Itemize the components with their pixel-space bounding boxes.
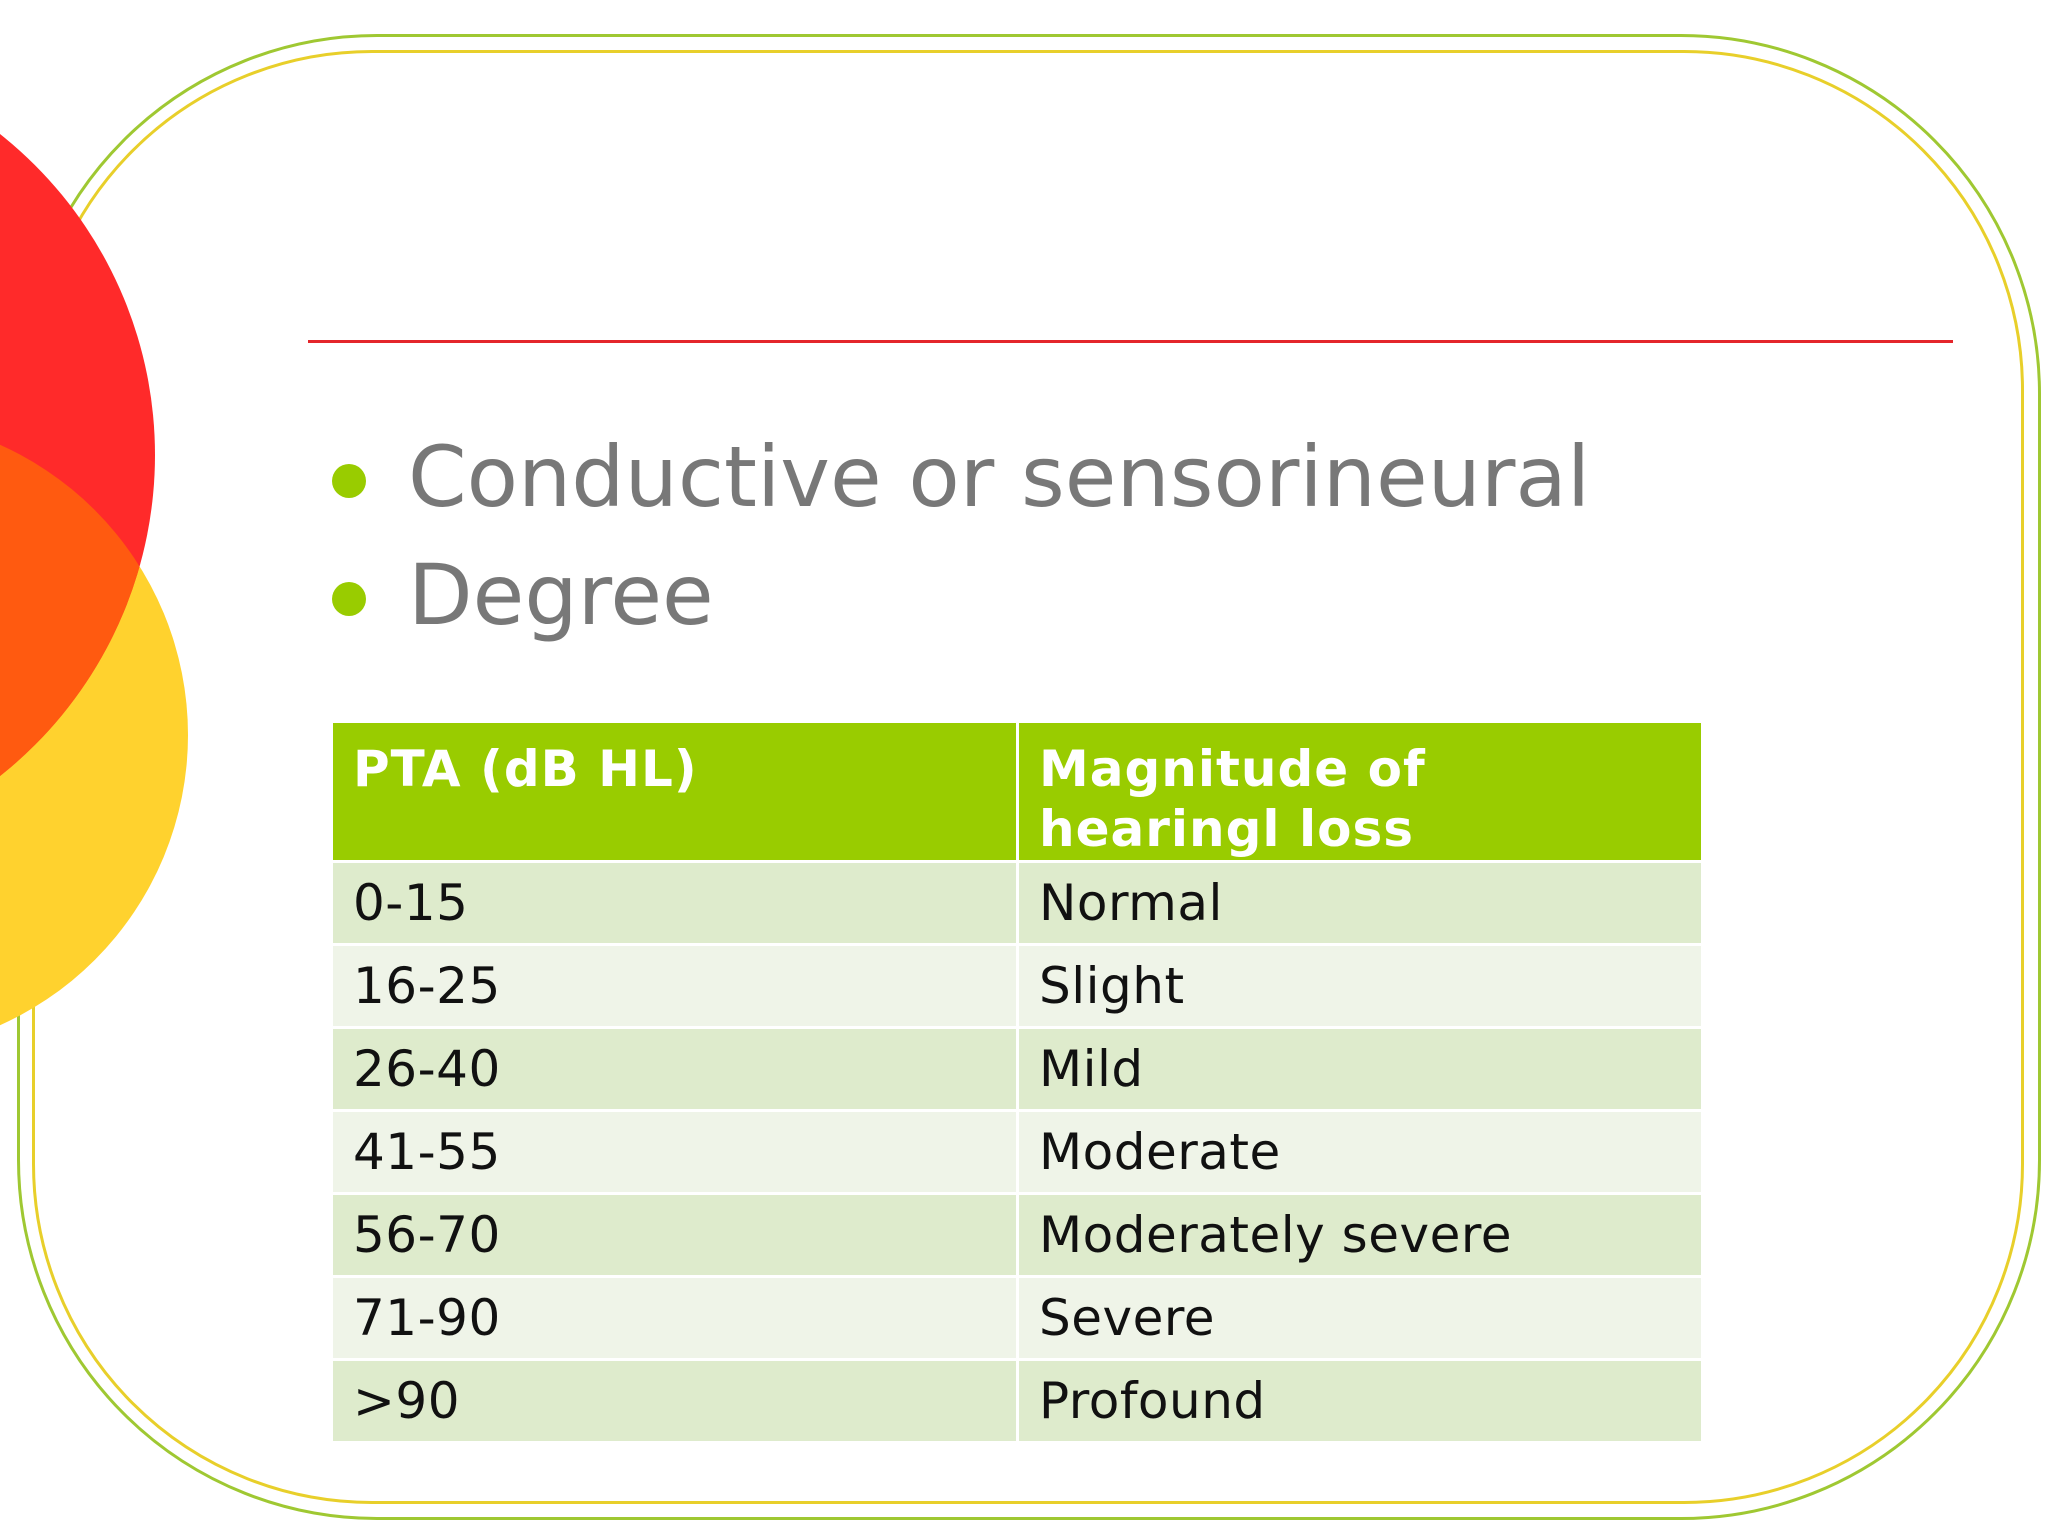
hearing-loss-table bbox=[333, 723, 1704, 1444]
bullet-text: Degree bbox=[408, 546, 714, 644]
bullet-text: Conductive or sensorineural bbox=[408, 428, 1591, 526]
table-row bbox=[333, 1195, 1701, 1275]
cell-magnitude: Mild bbox=[1019, 1029, 1701, 1109]
bullet-dot-icon bbox=[332, 582, 366, 616]
table-row bbox=[333, 1029, 1701, 1109]
cell-pta: 26-40 bbox=[333, 1029, 1016, 1109]
cell-magnitude: Moderate bbox=[1019, 1112, 1701, 1192]
cell-magnitude: Normal bbox=[1019, 863, 1701, 943]
table-row bbox=[333, 1112, 1701, 1192]
cell-magnitude: Slight bbox=[1019, 946, 1701, 1026]
bullet-item bbox=[330, 536, 1590, 654]
cell-magnitude: Profound bbox=[1019, 1361, 1701, 1441]
cell-pta: >90 bbox=[333, 1361, 1016, 1441]
cell-magnitude: Severe bbox=[1019, 1278, 1701, 1358]
header-magnitude: Magnitude of hearingl loss bbox=[1019, 723, 1701, 860]
cell-pta: 16-25 bbox=[333, 946, 1016, 1026]
bullet-list bbox=[330, 418, 1590, 654]
cell-magnitude: Moderately severe bbox=[1019, 1195, 1701, 1275]
cell-pta: 41-55 bbox=[333, 1112, 1016, 1192]
table-row bbox=[333, 1361, 1701, 1441]
bullet-dot-icon bbox=[332, 464, 366, 498]
title-divider bbox=[308, 340, 1953, 343]
data-table bbox=[330, 720, 1704, 1444]
cell-pta: 56-70 bbox=[333, 1195, 1016, 1275]
cell-pta: 71-90 bbox=[333, 1278, 1016, 1358]
table-header-row bbox=[333, 723, 1701, 860]
cell-pta: 0-15 bbox=[333, 863, 1016, 943]
table-row bbox=[333, 1278, 1701, 1358]
bullet-item bbox=[330, 418, 1590, 536]
header-pta: PTA (dB HL) bbox=[333, 723, 1016, 860]
table-row bbox=[333, 946, 1701, 1026]
table-row bbox=[333, 863, 1701, 943]
